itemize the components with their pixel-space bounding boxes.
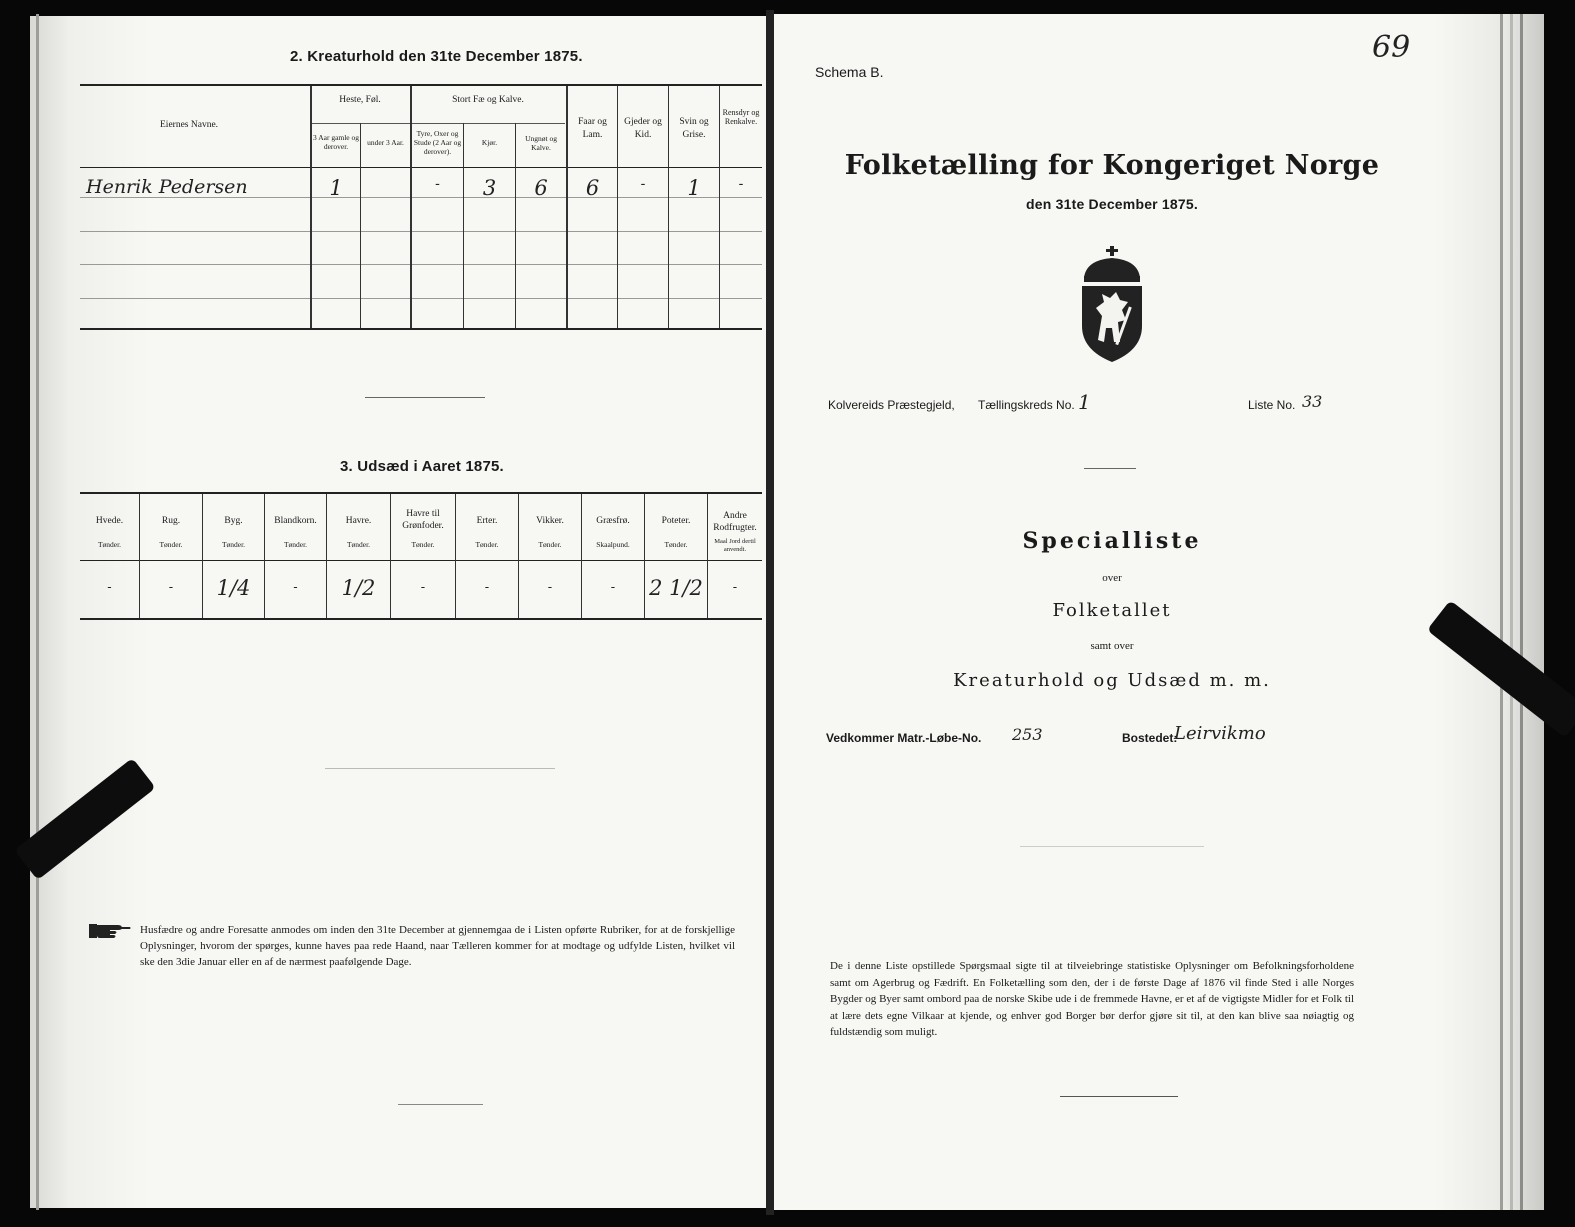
liste-value: 33 [1302,392,1323,411]
prestegjeld: Kolvereids Præstegjeld, [828,398,955,412]
col-header: Gjeder og Kid. [624,117,662,140]
coat-of-arms-icon [1076,246,1148,369]
cell-kjor: 3 [482,176,497,200]
col-header: Rensdyr og Renkalve. [722,108,760,126]
col-line [410,86,412,328]
group-line [410,123,565,124]
section2-title: 2. Kreaturhold den 31te December 1875. [290,48,583,65]
row-line [80,298,762,299]
group-header-stortfae: Stort Fæ og Kalve. [452,95,524,105]
col-header: Kjør. [481,138,498,147]
crop-header: Græsfrø. [596,516,630,526]
separator [325,768,555,769]
table-rule [80,167,762,168]
crop-unit: Tønder. [221,540,246,549]
col-line [455,494,456,618]
col-header: under 3 Aar. [367,138,404,147]
pointing-hand-icon [88,918,132,949]
crop-header: Byg. [224,516,243,526]
col-line [360,123,361,328]
cell-ungnot: 6 [534,176,548,200]
crop-header: Erter. [476,516,498,526]
cell-rensdyr: - [738,176,744,192]
over-text: over [1102,572,1122,584]
bostedet-value: Leirvikmo [1174,723,1266,744]
crop-value: - [168,580,174,595]
schema-label: Schema B. [815,64,884,80]
crop-header: Blandkorn. [274,516,317,526]
separator [365,397,485,398]
col-line [515,123,516,328]
table-rule [80,84,762,86]
crop-header: Havre til Grønfoder. [402,509,444,531]
crop-unit: Tønder. [346,540,371,549]
crop-unit: Tønder. [159,540,183,549]
title-date: den 31te December 1875. [1026,196,1198,212]
crop-unit: Skaalpund. [596,540,630,549]
page-edge [1500,14,1503,1210]
table-rule [80,560,762,561]
crop-header: Poteter. [661,516,691,526]
crop-header: Hvede. [95,516,124,526]
row-line [80,264,762,265]
col-line [463,123,464,328]
crop-unit: Tønder. [97,540,122,549]
cell-faar: 6 [585,176,600,200]
col-line [310,86,312,328]
crop-value: - [293,580,298,595]
crop-unit: Tønder. [664,540,688,549]
col-line [139,494,140,618]
main-title: Folketælling for Kongeriget Norge [844,150,1380,181]
col-header: Svin og Grise. [679,117,709,140]
owner-name: Henrik Pedersen [86,176,248,198]
specialliste-title: Specialliste [1022,528,1202,554]
table-rule [80,618,762,620]
samt-over-text: samt over [1090,640,1134,652]
liste-label: Liste No. [1248,398,1296,412]
crop-value: 2 1/2 [649,576,703,600]
col-header: Faar og Lam. [578,117,607,140]
cell-gjeder: - [640,176,646,192]
separator [1060,1096,1178,1097]
matr-value: 253 [1012,725,1043,744]
table-rule [80,328,762,330]
crop-value: - [547,580,553,595]
crop-header: Vikker. [536,516,564,526]
kreds-label: Tællingskreds No. [978,398,1075,412]
crop-unit: Tønder. [411,540,435,549]
page-edge [36,14,39,1210]
crop-value: - [420,580,426,595]
col-line [264,494,265,618]
crop-unit: Tønder. [283,540,308,549]
section3-title: 3. Udsæd i Aaret 1875. [340,458,504,475]
row-line [80,231,762,232]
separator [1020,846,1204,847]
separator [398,1104,483,1105]
page-number: 69 [1372,30,1411,65]
separator [1084,468,1136,469]
group-header-heste: Heste, Føl. [339,95,381,105]
kreds-value: 1 [1078,390,1091,414]
col-header: 3 Aar gamle og derover. [312,133,360,151]
crop-value: - [732,580,738,595]
crop-header: Havre. [345,516,372,526]
page-edge [1510,14,1513,1210]
crop-header: Rug. [161,516,181,526]
cell-svin: 1 [687,176,701,200]
crop-value: - [107,580,112,595]
cell-tyre: - [435,176,440,192]
bostedet-label: Bostedet: [1122,731,1178,745]
cell-heste-3aar: 1 [329,176,343,200]
col-header: Tyre, Oxer og Stude (2 Aar og derover). [413,129,462,156]
crop-value: - [610,580,616,595]
notice-text: Husfædre og andre Foresatte anmodes om inden den 31te December at gjennemgaa de i Listen opførte Rubriker, for at de forskjellige Oplysninger, hvorom der spørges, kunne haves paa rede Haand, naar Tælleren kommer for at modtage og udfylde Listen, hvilket vil ske den 3die Januar eller en af de nærmest paafølgende Dage. [140,924,735,968]
crop-value: 1/4 [216,576,251,600]
crop-value: 1/2 [341,576,376,600]
col-line [518,494,519,618]
crop-value: - [484,580,490,595]
table-rule [80,492,762,494]
crop-header: Andre Rodfrugter. [713,511,757,533]
crop-unit: Tønder. [538,540,562,549]
crop-unit: Tønder. [475,540,499,549]
intro-paragraph: De i denne Liste opstillede Spørgsmaal sigte til at tilveiebringe statistiske Oplysninger om Befolkningsforholdene samt om Agerbrug og Fædrift. En Folketælling som den, der i de første Dage af 1876 vil finde Sted i alle Norges Bygder og Byer samt ombord paa de norske Skibe ude i de fremmede Havne, er et af de vigtigste Midler for et Folk til at lære dets egne Vilkaar at kjende, og enhver god Borger bør derfor gjøre sit til, at den kan blive saa nøiagtig og fuldstændig som muligt. [830,960,1354,1038]
owner-header: Eiernes Navne. [160,120,219,130]
col-line [581,494,582,618]
kreaturhold-text: Kreaturhold og Udsæd m. m. [953,670,1271,691]
crop-unit: Maal Jord dertil anvendt. [714,538,756,553]
page-edge [1520,14,1523,1210]
matr-label: Vedkommer Matr.-Løbe-No. [826,731,982,745]
folketallet-text: Folketallet [1052,600,1172,621]
col-header: Ungnøt og Kalve. [525,134,557,152]
